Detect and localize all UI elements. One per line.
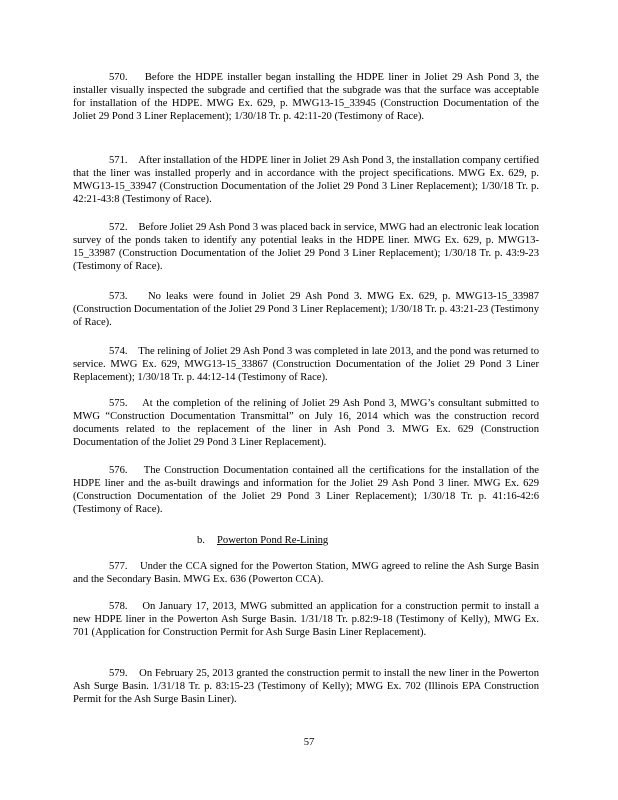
paragraph-570 <box>73 72 539 124</box>
paragraph-number: 572. <box>109 222 128 233</box>
page-number: 57 <box>303 737 315 748</box>
paragraph-number: 571. <box>109 155 128 166</box>
paragraph-577 <box>73 561 539 587</box>
paragraph-text: On February 25, 2013 granted the construction permit to install the new liner in the Powerton Ash Surge Basin. 1/31/18 Tr. p. 83:15-23 (Testimony of Kelly); MWG Ex. 702 (Illinois EPA Construction Permit for the Ash Surge Basin Liner). <box>73 668 539 705</box>
paragraph-text: On January 17, 2013, MWG submitted an application for a construction permit to install a new HDPE liner in the Powerton Ash Surge Basin. 1/31/18 Tr. p.82:9-18 (Testimony of Kelly), MWG Ex. 701 (Application for Construction Permit for Ash Surge Basin Liner Replacement). <box>73 601 539 638</box>
paragraph-number: 570. <box>109 72 128 83</box>
paragraph-number: 574. <box>109 346 128 357</box>
paragraph-number: 577. <box>109 561 128 572</box>
section-heading-title: Powerton Pond Re-Lining <box>217 535 329 546</box>
section-heading-letter: b. <box>197 535 205 546</box>
paragraph-number: 579. <box>109 668 128 679</box>
paragraph-text: Before Joliet 29 Ash Pond 3 was placed back in service, MWG had an electronic leak location survey of the ponds taken to identify any potential leaks in the HDPE liner. MWG Ex. 629, p. MWG13-15_33987 (Construction Documentation of the Joliet 29 Pond 3 Liner Replacement); 1/30/18 Tr. p. 43:9-23 (Testimony of Race). <box>73 222 540 272</box>
paragraph-578 <box>73 601 539 640</box>
paragraph-572 <box>73 222 539 274</box>
paragraph-text: The Construction Documentation contained all the certifications for the installation of the HDPE liner and the as-built drawings and information for the Joliet 29 Ash Pond 3 liner. MWG Ex. 629 (Construction Documentation of the Joliet 29 Pond 3 Liner Replacement); 1/30/18 Tr. p. 41:16-42:6 (Testimony of Race). <box>73 465 540 515</box>
paragraph-575 <box>73 398 539 450</box>
paragraph-571 <box>73 155 539 207</box>
paragraph-text: After installation of the HDPE liner in Joliet 29 Ash Pond 3, the installation company certified that the liner was installed properly and in accordance with the project specifications. MWG Ex. 629, p. MWG13-15_33947 (Construction Documentation of the Joliet 29 Pond 3 Liner Replacement); 1/30/18 Tr. p. 42:21-43:8 (Testimony of Race). <box>73 155 540 205</box>
paragraph-number: 573. <box>109 291 128 302</box>
paragraph-576 <box>73 465 539 517</box>
paragraph-574 <box>73 346 539 385</box>
section-heading <box>197 534 328 547</box>
paragraph-573 <box>73 291 539 330</box>
paragraph-number: 575. <box>109 398 128 409</box>
paragraph-text: Under the CCA signed for the Powerton Station, MWG agreed to reline the Ash Surge Basin and the Secondary Basin. MWG Ex. 636 (Powerton CCA). <box>73 561 539 585</box>
paragraph-text: At the completion of the relining of Joliet 29 Ash Pond 3, MWG’s consultant submitted to MWG “Construction Documentation Transmittal” on July 16, 2014 which was the construction record documents related to the replacement of the liner in Ash Pond 3. MWG Ex. 629 (Construction Documentation of the Joliet 29 Pond 3 Liner Replacement). <box>73 398 539 448</box>
paragraph-text: No leaks were found in Joliet 29 Ash Pond 3. MWG Ex. 629, p. MWG13-15_33987 (Construction Documentation of the Joliet 29 Pond 3 Liner Replacement); 1/30/18 Tr. p. 43:21-23 (Testimony of Race). <box>73 291 540 328</box>
paragraph-number: 578. <box>109 601 128 612</box>
paragraph-number: 576. <box>109 465 128 476</box>
paragraph-text: Before the HDPE installer began installing the HDPE liner in Joliet 29 Ash Pond 3, the installer visually inspected the subgrade and certified that the subgrade was that the surface was acceptable for installation of the HDPE. MWG Ex. 629, p. MWG13-15_33945 (Construction Documentation of the Joliet 29 Pond 3 Liner Replacement); 1/30/18 Tr. p. 42:11-20 (Testimony of Race). <box>73 72 540 122</box>
paragraph-579 <box>73 668 539 707</box>
paragraph-text: The relining of Joliet 29 Ash Pond 3 was completed in late 2013, and the pond was returned to service. MWG Ex. 629, MWG13-15_33867 (Construction Documentation of the Joliet 29 Pond 3 Liner Replacement); 1/30/18 Tr. p. 44:12-14 (Testimony of Race). <box>73 346 539 383</box>
